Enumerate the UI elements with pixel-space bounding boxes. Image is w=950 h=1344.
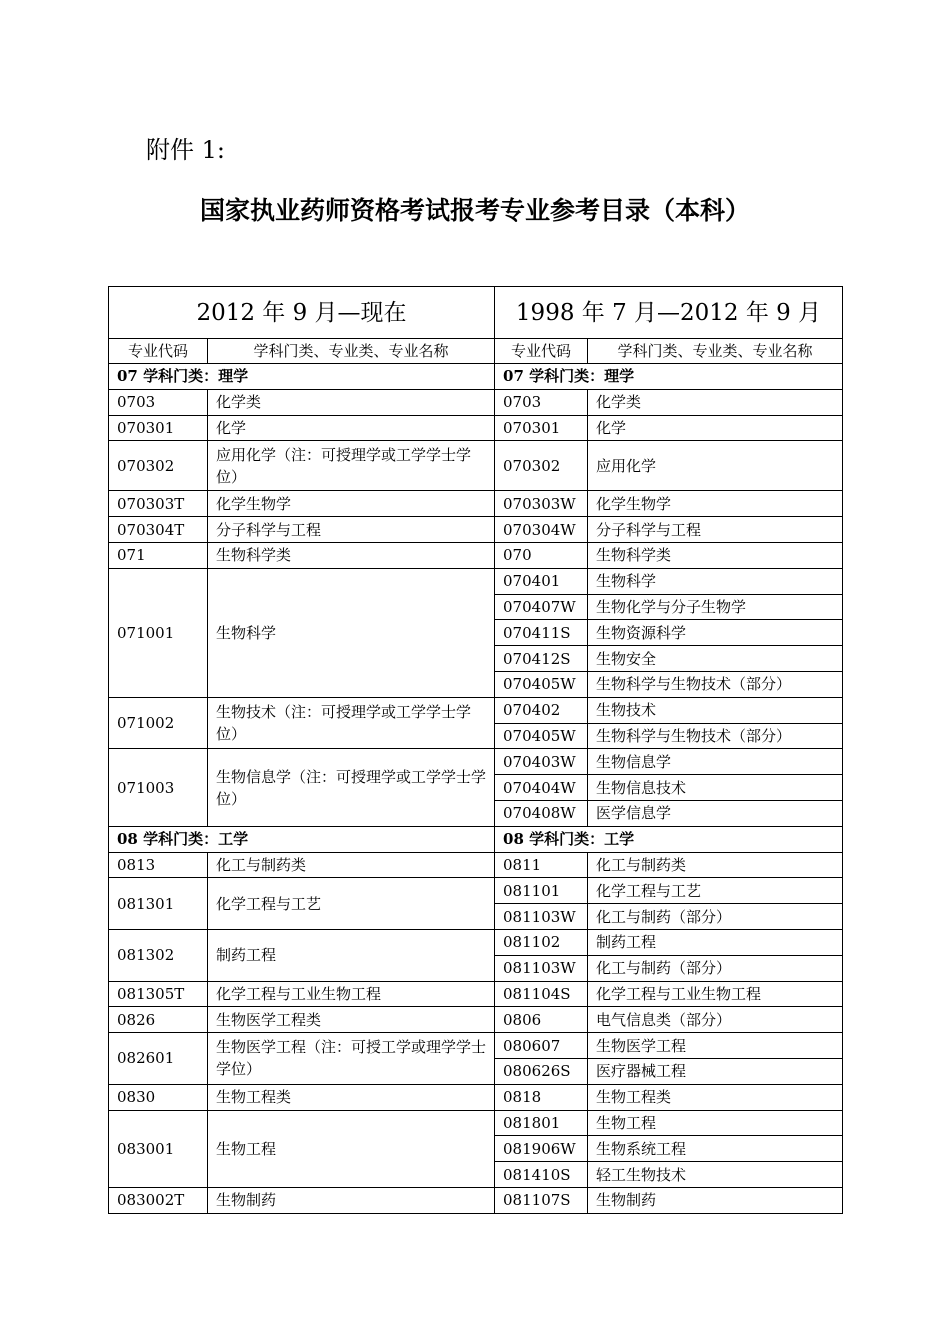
current-major-name: 化工与制药类 [208,852,495,878]
current-major-name: 化学工程与工业生物工程 [208,981,495,1007]
former-major-name: 化工与制药类 [588,852,843,878]
current-major-name: 应用化学（注：可授理学或工学学士学位） [208,441,495,491]
former-major-name: 化工与制药（部分） [588,904,843,930]
current-major-code: 081301 [109,878,208,930]
catalog-body [109,287,843,1214]
former-major-code: 070302 [495,441,588,491]
current-major-code: 0703 [109,389,208,415]
table-row [109,1007,843,1033]
former-major-code: 070412S [495,646,588,672]
former-major-code: 081104S [495,981,588,1007]
former-major-name: 化学工程与工业生物工程 [588,981,843,1007]
current-major-name: 化学工程与工艺 [208,878,495,930]
left-code-header: 专业代码 [109,339,208,364]
former-major-code: 070402 [495,697,588,723]
former-major-name: 生物工程类 [588,1084,843,1110]
document-title: 国家执业药师资格考试报考专业参考目录（本科） [199,196,750,225]
current-major-name: 制药工程 [208,929,495,981]
former-major-code: 081103W [495,955,588,981]
table-row [109,441,843,491]
former-major-name: 医疗器械工程 [588,1058,843,1084]
former-major-name: 生物资源科学 [588,620,843,646]
current-major-name: 化学生物学 [208,491,495,517]
former-major-code: 0818 [495,1084,588,1110]
left-name-header: 学科门类、专业类、专业名称 [208,339,495,364]
current-major-name: 生物工程类 [208,1084,495,1110]
current-major-code: 081305T [109,981,208,1007]
former-major-name: 生物信息学 [588,749,843,775]
former-major-code: 081906W [495,1136,588,1162]
former-major-name: 生物科学类 [588,542,843,568]
table-row [109,517,843,543]
right-code-header: 专业代码 [495,339,588,364]
table-row [109,389,843,415]
table-row [109,878,843,904]
former-major-name: 生物医学工程 [588,1033,843,1059]
current-major-code: 081302 [109,929,208,981]
former-major-code: 070304W [495,517,588,543]
former-major-name: 生物科学与生物技术（部分） [588,723,843,749]
former-major-name: 化学类 [588,389,843,415]
current-major-name: 生物技术（注：可授理学或工学学士学位） [208,697,495,749]
former-major-code: 081801 [495,1110,588,1136]
former-major-code: 070401 [495,568,588,594]
former-major-name: 电气信息类（部分） [588,1007,843,1033]
table-row [109,1110,843,1136]
former-major-name: 生物科学与生物技术（部分） [588,671,843,697]
section-row [109,364,843,390]
current-major-code: 0830 [109,1084,208,1110]
former-major-code: 070303W [495,491,588,517]
table-row [109,749,843,775]
current-major-name: 生物医学工程（注：可授工学或理学学士学位） [208,1033,495,1085]
former-major-name: 生物化学与分子生物学 [588,594,843,620]
current-major-code: 070301 [109,415,208,441]
former-major-code: 080626S [495,1058,588,1084]
current-major-code: 070304T [109,517,208,543]
former-major-code: 070411S [495,620,588,646]
table-row [109,852,843,878]
current-major-code: 083001 [109,1110,208,1187]
former-major-code: 081102 [495,929,588,955]
left-period-header: 2012 年 9 月—现在 [109,287,495,339]
former-major-code: 081107S [495,1187,588,1213]
former-major-code: 070405W [495,671,588,697]
table-row [109,415,843,441]
current-major-name: 生物制药 [208,1187,495,1213]
former-major-name: 医学信息学 [588,800,843,826]
former-major-name: 应用化学 [588,441,843,491]
table-row [109,1033,843,1059]
left-section-heading: 07 学科门类：理学 [109,364,495,390]
former-major-code: 081101 [495,878,588,904]
current-major-code: 070302 [109,441,208,491]
table-row [109,929,843,955]
former-major-name: 生物技术 [588,697,843,723]
current-major-code: 071001 [109,568,208,697]
former-major-name: 化工与制药（部分） [588,955,843,981]
current-major-code: 0826 [109,1007,208,1033]
current-major-name: 化学 [208,415,495,441]
table-row [109,697,843,723]
period-header-row [109,287,843,339]
right-name-header: 学科门类、专业类、专业名称 [588,339,843,364]
current-major-code: 071002 [109,697,208,749]
former-major-code: 070408W [495,800,588,826]
former-major-code: 0703 [495,389,588,415]
former-major-name: 化学工程与工艺 [588,878,843,904]
former-major-name: 生物系统工程 [588,1136,843,1162]
table-row [109,568,843,594]
table-row [109,1084,843,1110]
former-major-name: 轻工生物技术 [588,1162,843,1188]
table-row [109,981,843,1007]
current-major-name: 化学类 [208,389,495,415]
current-major-name: 生物工程 [208,1110,495,1187]
section-row [109,826,843,852]
column-header-row [109,339,843,364]
current-major-code: 083002T [109,1187,208,1213]
current-major-code: 071003 [109,749,208,826]
current-major-name: 生物信息学（注：可授理学或工学学士学位） [208,749,495,826]
former-major-code: 070407W [495,594,588,620]
attachment-label: 附件 1: [146,136,225,164]
current-major-name: 生物医学工程类 [208,1007,495,1033]
right-section-heading: 08 学科门类：工学 [495,826,843,852]
former-major-name: 生物工程 [588,1110,843,1136]
current-major-code: 0813 [109,852,208,878]
current-major-name: 生物科学类 [208,542,495,568]
former-major-code: 070403W [495,749,588,775]
current-major-name: 分子科学与工程 [208,517,495,543]
table-row [109,1187,843,1213]
left-section-heading: 08 学科门类：工学 [109,826,495,852]
former-major-code: 070 [495,542,588,568]
former-major-code: 070404W [495,775,588,801]
former-major-name: 化学 [588,415,843,441]
former-major-name: 化学生物学 [588,491,843,517]
former-major-name: 制药工程 [588,929,843,955]
current-major-name: 生物科学 [208,568,495,697]
current-major-code: 071 [109,542,208,568]
table-row [109,491,843,517]
former-major-code: 081410S [495,1162,588,1188]
right-period-header: 1998 年 7 月—2012 年 9 月 [495,287,843,339]
former-major-name: 生物制药 [588,1187,843,1213]
current-major-code: 082601 [109,1033,208,1085]
current-major-code: 070303T [109,491,208,517]
former-major-code: 081103W [495,904,588,930]
right-section-heading: 07 学科门类：理学 [495,364,843,390]
former-major-name: 分子科学与工程 [588,517,843,543]
former-major-code: 070405W [495,723,588,749]
former-major-name: 生物科学 [588,568,843,594]
table-row [109,542,843,568]
former-major-name: 生物安全 [588,646,843,672]
former-major-code: 080607 [495,1033,588,1059]
former-major-name: 生物信息技术 [588,775,843,801]
former-major-code: 070301 [495,415,588,441]
former-major-code: 0811 [495,852,588,878]
major-catalog-table [108,286,843,1214]
former-major-code: 0806 [495,1007,588,1033]
